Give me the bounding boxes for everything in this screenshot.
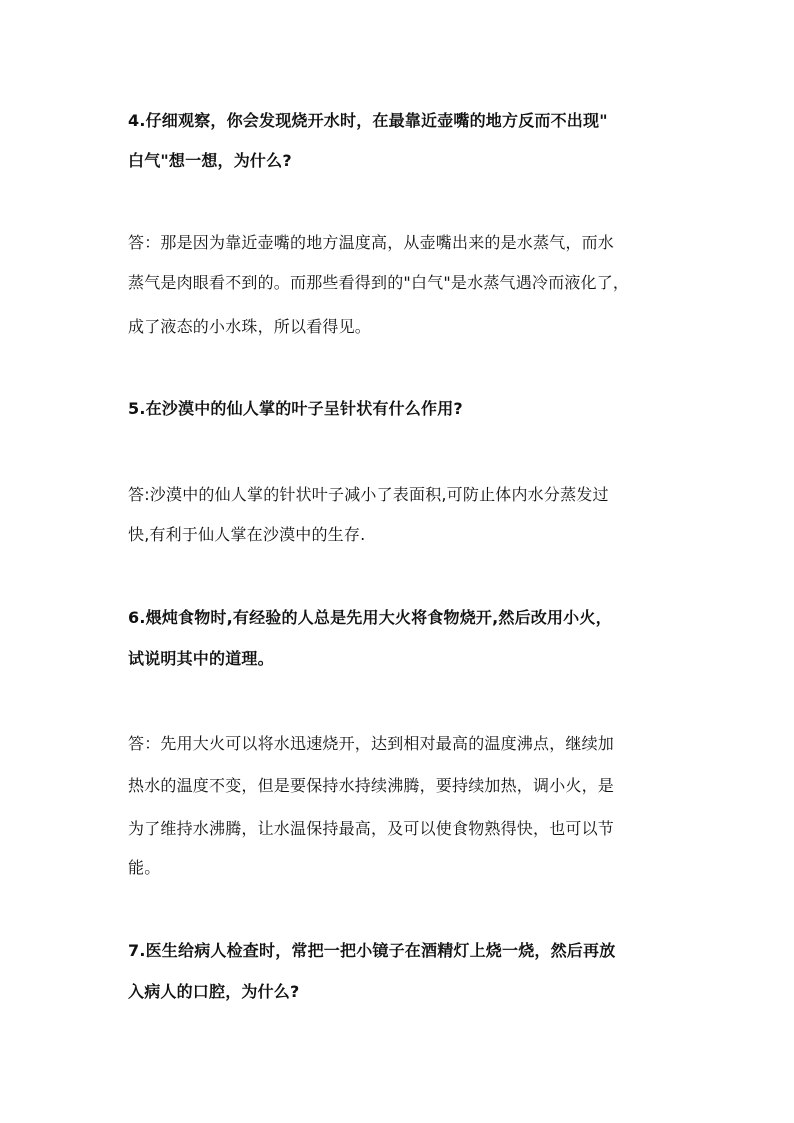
- question-4-line-2: 白气"想一想，为什么?: [128, 151, 292, 170]
- question-5-line-1: 5.在沙漠中的仙人掌的叶子呈针状有什么作用?: [128, 399, 463, 418]
- answer-6-line-2: 热水的温度不变，但是要保持水持续沸腾，要持续加热，调小火，是: [128, 776, 615, 795]
- answer-5-line-2: 快,有利于仙人掌在沙漠中的生存.: [128, 525, 366, 544]
- answer-5-line-1: 答:沙漠中的仙人掌的针状叶子减小了表面积,可防止体内水分蒸发过: [128, 485, 609, 504]
- question-6-line-2: 试说明其中的道理。: [128, 649, 274, 668]
- answer-6-line-4: 能。: [128, 858, 161, 877]
- answer-6-line-1: 答：先用大火可以将水迅速烧开，达到相对最高的温度沸点，继续加: [128, 734, 615, 753]
- answer-4-line-3: 成了液态的小水珠，所以看得见。: [128, 317, 372, 336]
- answer-6-line-3: 为了维持水沸腾，让水温保持最高，及可以使食物熟得快，也可以节: [128, 819, 615, 838]
- question-4-line-1: 4.仔细观察，你会发现烧开水时，在最靠近壶嘴的地方反而不出现": [128, 111, 608, 130]
- question-7-line-2: 入病人的口腔，为什么?: [128, 982, 300, 1001]
- answer-4-line-1: 答：那是因为靠近壶嘴的地方温度高，从壶嘴出来的是水蒸气，而水: [128, 233, 615, 252]
- answer-4-line-2: 蒸气是肉眼看不到的。而那些看得到的"白气"是水蒸气遇冷而液化了，: [128, 273, 630, 292]
- question-7-line-1: 7.医生给病人检查时，常把一把小镜子在酒精灯上烧一烧，然后再放: [128, 941, 616, 960]
- question-6-line-1: 6.煨炖食物时,有经验的人总是先用大火将食物烧开,然后改用小火，: [128, 608, 612, 627]
